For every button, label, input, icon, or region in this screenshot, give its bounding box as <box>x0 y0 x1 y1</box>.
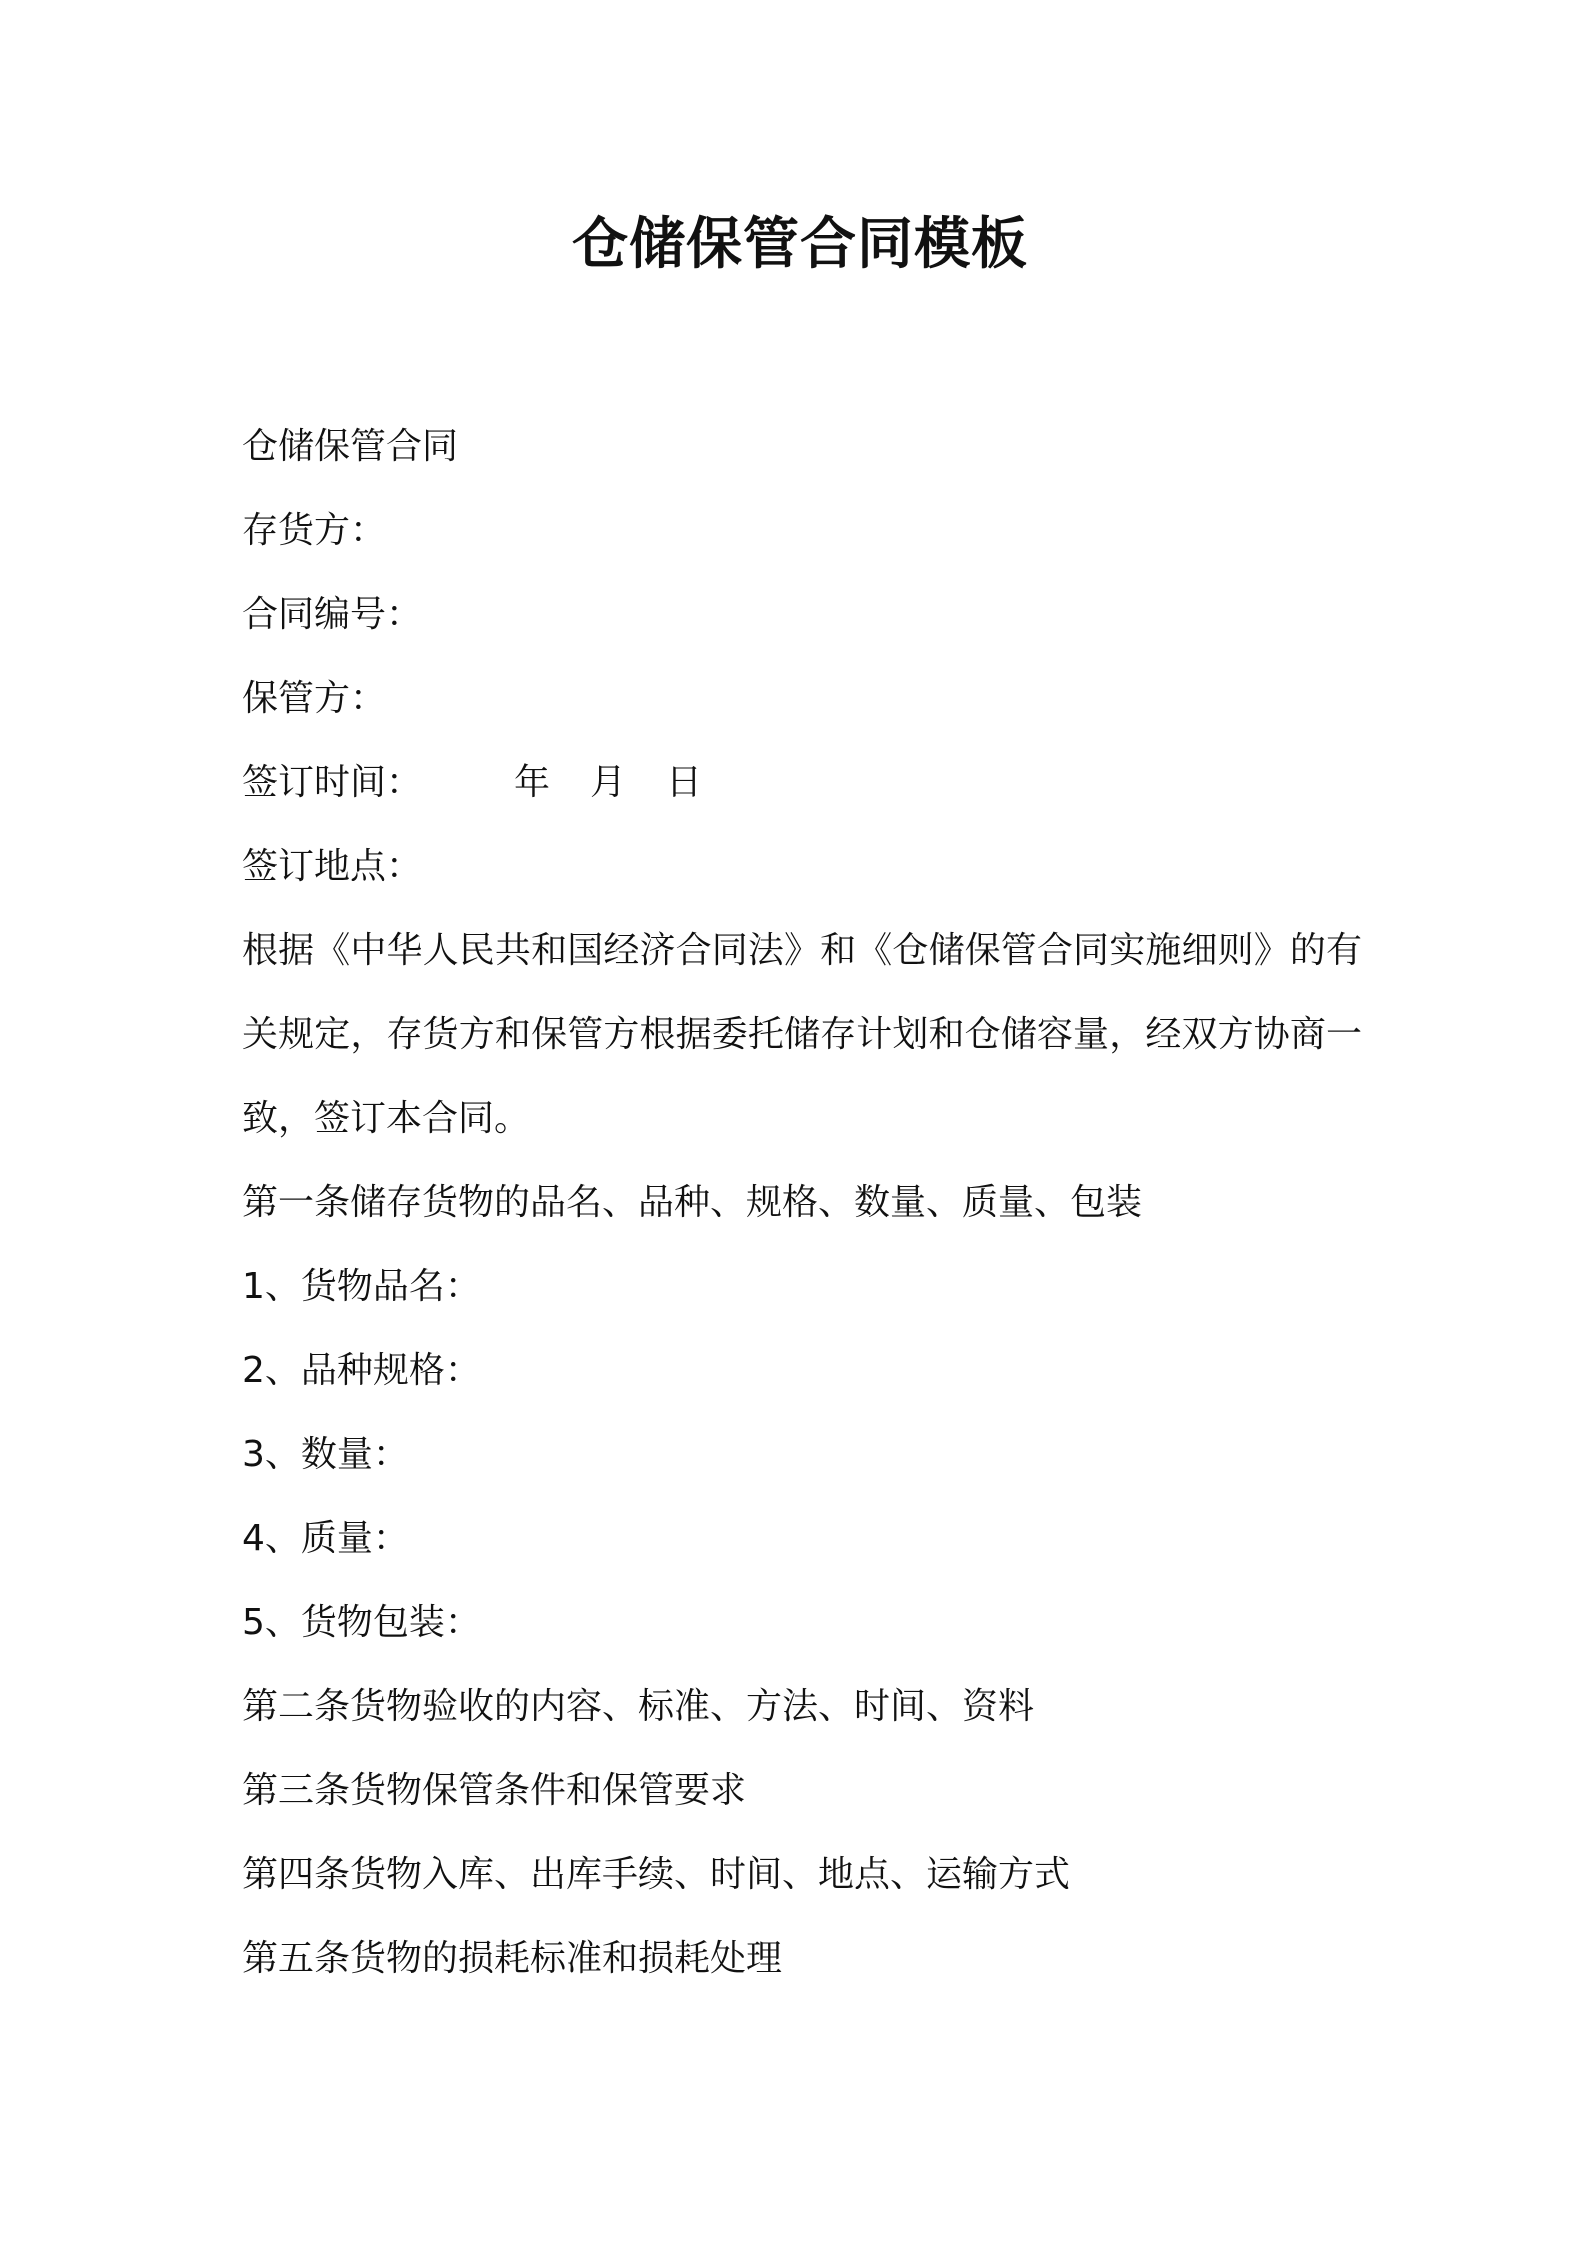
custodian-field: 保管方： <box>242 678 387 719</box>
document-body <box>242 405 1362 2001</box>
document-title: 仓储保管合同模板 <box>572 212 1028 277</box>
article-1-item: 2、品种规格： <box>242 1350 481 1391</box>
contract-name: 仓储保管合同 <box>242 426 459 467</box>
preamble-paragraph: 根据《中华人民共和国经济合同法》和《仓储保管合同实施细则》的有关规定，存货方和保管方根据委托储存计划和仓储容量，经双方协商一致，签订本合同。 <box>242 930 1362 1139</box>
article-3-heading: 第三条货物保管条件和保管要求 <box>242 1770 747 1811</box>
sign-time-field <box>242 741 1362 825</box>
article-1-item: 3、数量： <box>242 1434 409 1475</box>
sign-time-label: 签订时间： <box>242 762 423 803</box>
article-4-heading: 第四条货物入库、出库手续、时间、地点、运输方式 <box>242 1854 1071 1895</box>
sign-place-field: 签订地点： <box>242 846 423 887</box>
month-label: 月 <box>590 762 627 803</box>
depositor-field: 存货方： <box>242 510 387 551</box>
day-label: 日 <box>666 762 703 803</box>
article-1-heading: 第一条储存货物的品名、品种、规格、数量、质量、包装 <box>242 1182 1143 1223</box>
article-1-item: 5、货物包装： <box>242 1602 481 1643</box>
article-2-heading: 第二条货物验收的内容、标准、方法、时间、资料 <box>242 1686 1035 1727</box>
article-1-item: 4、质量： <box>242 1518 409 1559</box>
year-label: 年 <box>514 762 551 803</box>
contract-number-field: 合同编号： <box>242 594 423 635</box>
article-1-item: 1、货物品名： <box>242 1266 481 1307</box>
article-5-heading: 第五条货物的损耗标准和损耗处理 <box>242 1938 783 1979</box>
